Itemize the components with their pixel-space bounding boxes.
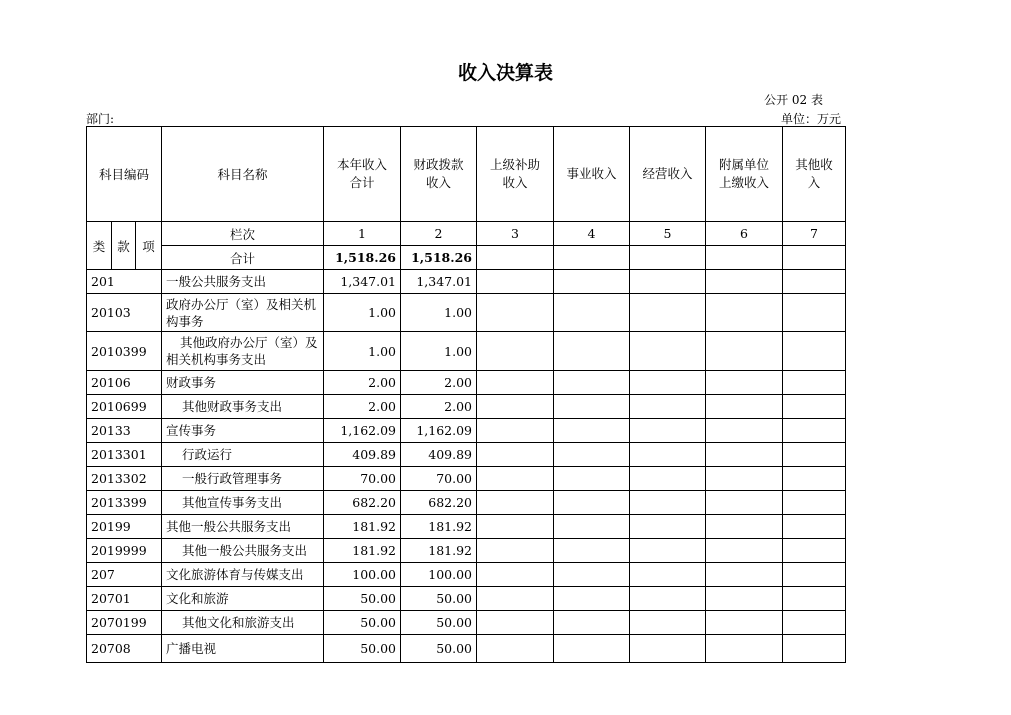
row-c2: 2.00: [401, 371, 477, 395]
table-row: [87, 635, 846, 663]
table-row: [87, 395, 846, 419]
row-name: 其他宣传事务支出: [162, 491, 324, 515]
header-col-2: 财政拨款 收入: [401, 127, 477, 222]
row-name: 政府办公厅（室）及相关机构事务: [162, 294, 324, 332]
department-label: 部门:: [86, 112, 115, 126]
row-c2: 1.00: [401, 294, 477, 332]
row-code: 2013399: [87, 491, 162, 515]
table-row: [87, 371, 846, 395]
row-name: 行政运行: [162, 443, 324, 467]
row-name: 其他文化和旅游支出: [162, 611, 324, 635]
row-name: 一般公共服务支出: [162, 270, 324, 294]
row-c2: 50.00: [401, 587, 477, 611]
row-name: 文化和旅游: [162, 587, 324, 611]
row-c2: 1,347.01: [401, 270, 477, 294]
table-row: [87, 419, 846, 443]
col-number: 4: [554, 222, 630, 246]
row-c1: 1.00: [324, 294, 401, 332]
col-number: 3: [477, 222, 554, 246]
total-c2: 1,518.26: [401, 246, 477, 270]
row-code: 2013302: [87, 467, 162, 491]
row-name: 一般行政管理事务: [162, 467, 324, 491]
header-col-6: 附属单位 上缴收入: [706, 127, 783, 222]
row-c2: 70.00: [401, 467, 477, 491]
header-code: 科目编码: [87, 127, 162, 222]
row-c2: 1.00: [401, 332, 477, 371]
table-row: [87, 563, 846, 587]
row-name: 其他一般公共服务支出: [162, 515, 324, 539]
row-code: 2019999: [87, 539, 162, 563]
row-code: 2010399: [87, 332, 162, 371]
table-row: [87, 467, 846, 491]
col-number: 7: [783, 222, 846, 246]
col-number: 6: [706, 222, 783, 246]
form-number: 公开 02 表: [764, 93, 823, 107]
header-col-1: 本年收入 合计: [324, 127, 401, 222]
row-c1: 50.00: [324, 611, 401, 635]
row-c2: 181.92: [401, 515, 477, 539]
row-c1: 70.00: [324, 467, 401, 491]
table-row: [87, 587, 846, 611]
row-c1: 1,347.01: [324, 270, 401, 294]
total-c1: 1,518.26: [324, 246, 401, 270]
row-c2: 50.00: [401, 611, 477, 635]
row-name: 文化旅游体育与传媒支出: [162, 563, 324, 587]
header-col-4: 事业收入: [554, 127, 630, 222]
row-c1: 1,162.09: [324, 419, 401, 443]
row-c1: 2.00: [324, 371, 401, 395]
row-c1: 1.00: [324, 332, 401, 371]
header-col-3: 上级补助 收入: [477, 127, 554, 222]
row-name: 广播电视: [162, 635, 324, 663]
row-c2: 682.20: [401, 491, 477, 515]
row-code: 20103: [87, 294, 162, 332]
header-col-5: 经营收入: [630, 127, 706, 222]
row-code: 207: [87, 563, 162, 587]
row-code: 20106: [87, 371, 162, 395]
row-c2: 409.89: [401, 443, 477, 467]
row-code: 2013301: [87, 443, 162, 467]
row-c1: 181.92: [324, 515, 401, 539]
row-name: 宣传事务: [162, 419, 324, 443]
row-name: 其他财政事务支出: [162, 395, 324, 419]
row-c1: 100.00: [324, 563, 401, 587]
table-row: [87, 491, 846, 515]
row-name: 财政事务: [162, 371, 324, 395]
lanci-label: 栏次: [162, 222, 324, 246]
row-c2: 2.00: [401, 395, 477, 419]
table-row: [87, 332, 846, 371]
table-row: [87, 270, 846, 294]
row-c2: 100.00: [401, 563, 477, 587]
row-c2: 50.00: [401, 635, 477, 663]
row-c1: 682.20: [324, 491, 401, 515]
header-lei: 类: [87, 222, 112, 270]
table-row: [87, 443, 846, 467]
table-row: [87, 539, 846, 563]
header-name: 科目名称: [162, 127, 324, 222]
row-code: 20701: [87, 587, 162, 611]
table-row: [87, 294, 846, 332]
income-table: [86, 126, 846, 663]
col-number: 2: [401, 222, 477, 246]
header-kuan: 款: [112, 222, 136, 270]
table-row: [87, 515, 846, 539]
row-name: 其他一般公共服务支出: [162, 539, 324, 563]
row-c2: 1,162.09: [401, 419, 477, 443]
row-code: 20133: [87, 419, 162, 443]
header-xiang: 项: [136, 222, 162, 270]
row-c1: 50.00: [324, 587, 401, 611]
total-row: [87, 246, 846, 270]
header-col-7: 其他收 入: [783, 127, 846, 222]
unit-label: 单位：万元: [780, 112, 841, 126]
col-number: 5: [630, 222, 706, 246]
row-code: 20199: [87, 515, 162, 539]
table-row: [87, 611, 846, 635]
row-code: 2010699: [87, 395, 162, 419]
row-name: 其他政府办公厅（室）及相关机构事务支出: [162, 332, 324, 371]
row-c2: 181.92: [401, 539, 477, 563]
row-c1: 181.92: [324, 539, 401, 563]
page-title: 收入决算表: [457, 62, 553, 84]
col-number: 1: [324, 222, 401, 246]
row-c1: 50.00: [324, 635, 401, 663]
total-label: 合计: [162, 246, 324, 270]
column-number-row: [87, 222, 846, 246]
row-c1: 409.89: [324, 443, 401, 467]
header-row: [87, 127, 846, 222]
row-code: 2070199: [87, 611, 162, 635]
row-code: 201: [87, 270, 162, 294]
row-c1: 2.00: [324, 395, 401, 419]
row-code: 20708: [87, 635, 162, 663]
